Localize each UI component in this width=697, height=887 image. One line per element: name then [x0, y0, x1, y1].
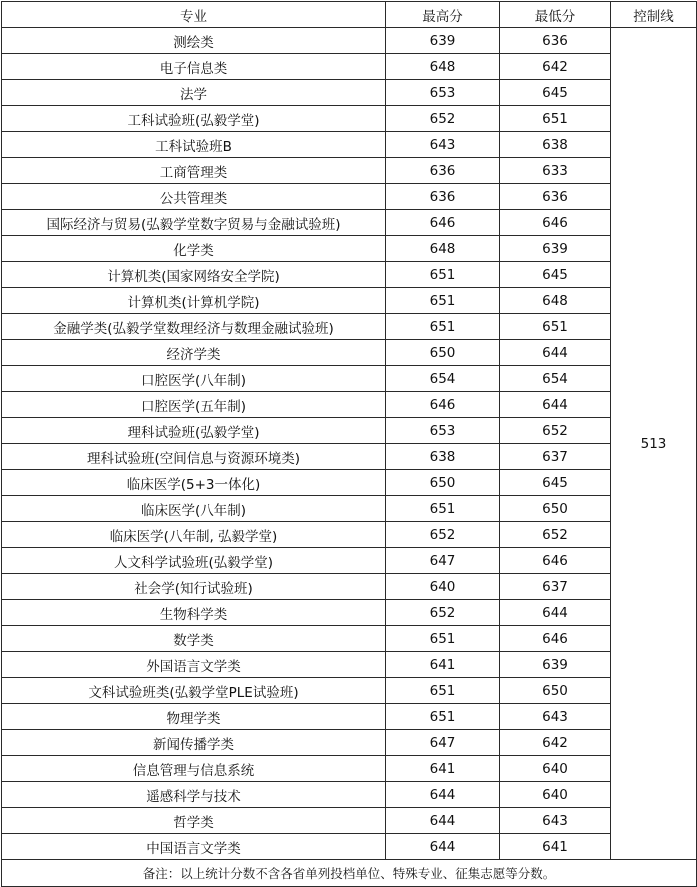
table-row	[2, 54, 697, 80]
max-score-cell: 651	[386, 626, 500, 652]
table-row	[2, 756, 697, 782]
table-row	[2, 496, 697, 522]
major-cell: 化学类	[2, 236, 386, 262]
min-score-cell: 633	[500, 158, 611, 184]
table-row	[2, 106, 697, 132]
min-score-cell: 651	[500, 314, 611, 340]
min-score-cell: 643	[500, 808, 611, 834]
major-cell: 物理学类	[2, 704, 386, 730]
min-score-cell: 645	[500, 262, 611, 288]
major-cell: 工科试验班(弘毅学堂)	[2, 106, 386, 132]
min-score-cell: 641	[500, 834, 611, 860]
table-row	[2, 236, 697, 262]
max-score-cell: 647	[386, 548, 500, 574]
table-row	[2, 184, 697, 210]
max-score-cell: 651	[386, 704, 500, 730]
table-row	[2, 548, 697, 574]
min-score-cell: 639	[500, 652, 611, 678]
table-row	[2, 782, 697, 808]
min-score-cell: 645	[500, 80, 611, 106]
table-row	[2, 28, 697, 54]
header-row	[2, 2, 697, 28]
table-row	[2, 704, 697, 730]
major-cell: 经济学类	[2, 340, 386, 366]
min-score-cell: 654	[500, 366, 611, 392]
table-row	[2, 340, 697, 366]
max-score-cell: 643	[386, 132, 500, 158]
table-row	[2, 314, 697, 340]
header-control-line: 控制线	[611, 2, 697, 28]
major-cell: 工科试验班B	[2, 132, 386, 158]
min-score-cell: 638	[500, 132, 611, 158]
table-row	[2, 652, 697, 678]
max-score-cell: 653	[386, 418, 500, 444]
table-row	[2, 808, 697, 834]
min-score-cell: 646	[500, 548, 611, 574]
max-score-cell: 651	[386, 262, 500, 288]
min-score-cell: 646	[500, 626, 611, 652]
major-cell: 测绘类	[2, 28, 386, 54]
score-table	[1, 1, 697, 887]
max-score-cell: 650	[386, 340, 500, 366]
max-score-cell: 636	[386, 184, 500, 210]
note-row	[2, 860, 697, 887]
min-score-cell: 645	[500, 470, 611, 496]
min-score-cell: 648	[500, 288, 611, 314]
min-score-cell: 650	[500, 678, 611, 704]
max-score-cell: 647	[386, 730, 500, 756]
table-row	[2, 366, 697, 392]
min-score-cell: 644	[500, 600, 611, 626]
max-score-cell: 644	[386, 834, 500, 860]
major-cell: 国际经济与贸易(弘毅学堂数字贸易与金融试验班)	[2, 210, 386, 236]
min-score-cell: 640	[500, 756, 611, 782]
header-max-score: 最高分	[386, 2, 500, 28]
min-score-cell: 651	[500, 106, 611, 132]
min-score-cell: 642	[500, 54, 611, 80]
major-cell: 外国语言文学类	[2, 652, 386, 678]
min-score-cell: 643	[500, 704, 611, 730]
max-score-cell: 646	[386, 392, 500, 418]
major-cell: 法学	[2, 80, 386, 106]
major-cell: 计算机类(国家网络安全学院)	[2, 262, 386, 288]
min-score-cell: 650	[500, 496, 611, 522]
table-row	[2, 626, 697, 652]
max-score-cell: 652	[386, 522, 500, 548]
table-row	[2, 600, 697, 626]
major-cell: 临床医学(八年制)	[2, 496, 386, 522]
major-cell: 理科试验班(弘毅学堂)	[2, 418, 386, 444]
min-score-cell: 646	[500, 210, 611, 236]
min-score-cell: 637	[500, 574, 611, 600]
major-cell: 社会学(知行试验班)	[2, 574, 386, 600]
min-score-cell: 640	[500, 782, 611, 808]
max-score-cell: 652	[386, 600, 500, 626]
header-min-score: 最低分	[500, 2, 611, 28]
table-row	[2, 392, 697, 418]
major-cell: 临床医学(5+3一体化)	[2, 470, 386, 496]
min-score-cell: 644	[500, 340, 611, 366]
table-row	[2, 678, 697, 704]
max-score-cell: 648	[386, 236, 500, 262]
table-row	[2, 132, 697, 158]
table-row	[2, 288, 697, 314]
max-score-cell: 640	[386, 574, 500, 600]
major-cell: 数学类	[2, 626, 386, 652]
table-row	[2, 80, 697, 106]
table-row	[2, 574, 697, 600]
table-row	[2, 262, 697, 288]
major-cell: 遥感科学与技术	[2, 782, 386, 808]
table-note: 备注：以上统计分数不含各省单列投档单位、特殊专业、征集志愿等分数。	[2, 860, 697, 887]
control-line-cell: 513	[611, 28, 697, 860]
min-score-cell: 642	[500, 730, 611, 756]
table-row	[2, 158, 697, 184]
table-row	[2, 444, 697, 470]
max-score-cell: 644	[386, 808, 500, 834]
max-score-cell: 652	[386, 106, 500, 132]
major-cell: 工商管理类	[2, 158, 386, 184]
table-row	[2, 210, 697, 236]
table-row	[2, 470, 697, 496]
min-score-cell: 636	[500, 28, 611, 54]
major-cell: 金融学类(弘毅学堂数理经济与数理金融试验班)	[2, 314, 386, 340]
major-cell: 公共管理类	[2, 184, 386, 210]
max-score-cell: 639	[386, 28, 500, 54]
max-score-cell: 651	[386, 496, 500, 522]
table-row	[2, 522, 697, 548]
major-cell: 生物科学类	[2, 600, 386, 626]
min-score-cell: 652	[500, 522, 611, 548]
major-cell: 文科试验班类(弘毅学堂PLE试验班)	[2, 678, 386, 704]
max-score-cell: 646	[386, 210, 500, 236]
max-score-cell: 636	[386, 158, 500, 184]
major-cell: 人文科学试验班(弘毅学堂)	[2, 548, 386, 574]
major-cell: 临床医学(八年制, 弘毅学堂)	[2, 522, 386, 548]
max-score-cell: 638	[386, 444, 500, 470]
major-cell: 中国语言文学类	[2, 834, 386, 860]
table-row	[2, 418, 697, 444]
max-score-cell: 650	[386, 470, 500, 496]
table-row	[2, 730, 697, 756]
max-score-cell: 651	[386, 678, 500, 704]
major-cell: 计算机类(计算机学院)	[2, 288, 386, 314]
major-cell: 信息管理与信息系统	[2, 756, 386, 782]
min-score-cell: 636	[500, 184, 611, 210]
max-score-cell: 641	[386, 756, 500, 782]
max-score-cell: 651	[386, 314, 500, 340]
major-cell: 口腔医学(五年制)	[2, 392, 386, 418]
min-score-cell: 652	[500, 418, 611, 444]
max-score-cell: 644	[386, 782, 500, 808]
header-major: 专业	[2, 2, 386, 28]
max-score-cell: 648	[386, 54, 500, 80]
major-cell: 电子信息类	[2, 54, 386, 80]
max-score-cell: 653	[386, 80, 500, 106]
min-score-cell: 639	[500, 236, 611, 262]
table-row	[2, 834, 697, 860]
major-cell: 哲学类	[2, 808, 386, 834]
min-score-cell: 637	[500, 444, 611, 470]
major-cell: 新闻传播学类	[2, 730, 386, 756]
major-cell: 口腔医学(八年制)	[2, 366, 386, 392]
min-score-cell: 644	[500, 392, 611, 418]
max-score-cell: 654	[386, 366, 500, 392]
max-score-cell: 641	[386, 652, 500, 678]
major-cell: 理科试验班(空间信息与资源环境类)	[2, 444, 386, 470]
max-score-cell: 651	[386, 288, 500, 314]
